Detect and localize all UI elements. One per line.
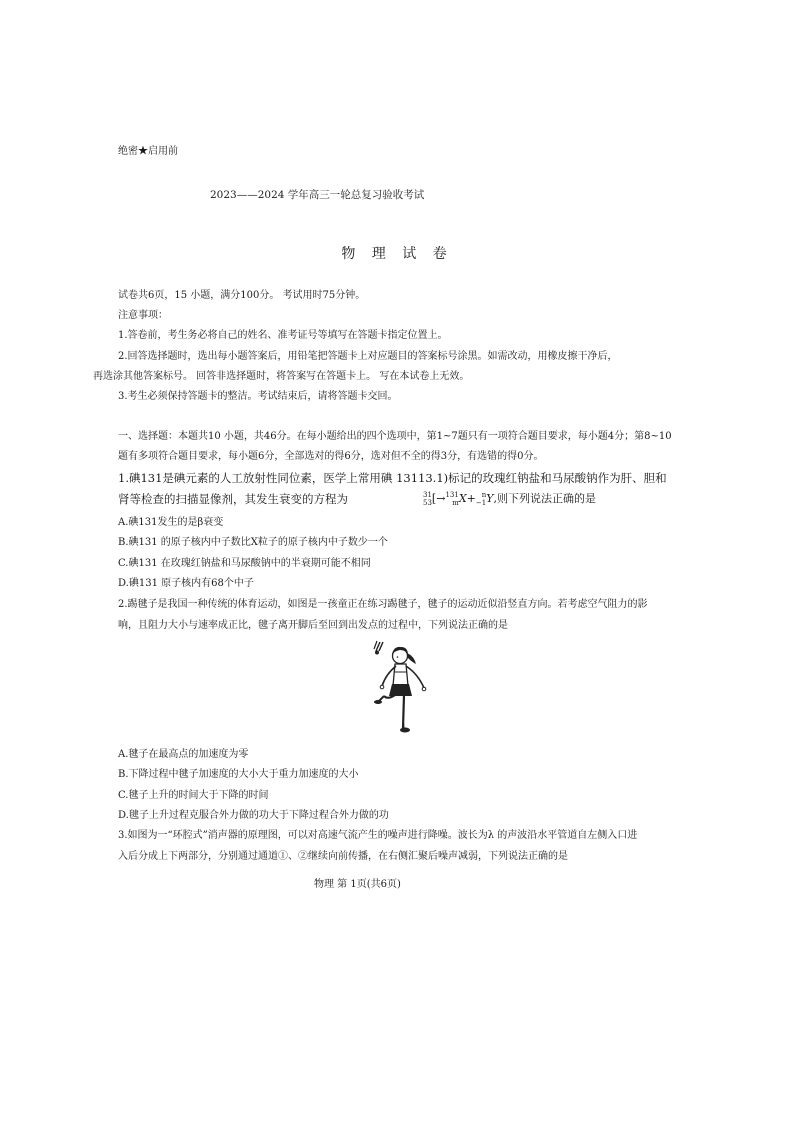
q2-stem-line-1: 2.踢毽子是我国一种传统的体育运动，如图是一孩童正在练习踢毽子，毽子的运动近似沿竖直方向。若考虑空气阻力的影 [118,599,648,610]
notice-item-2-line-2: 再选涂其他答案标号。 回答非选择题时，将答案写在答题卡上。 写在本试卷上无效。 [93,371,470,382]
formula-pre-bottom: 53 [423,499,432,507]
notice-item-3: 3.考生必须保持答题卡的整洁。考试结束后，请将答题卡交回。 [118,391,398,402]
shuttlecock-icon [374,641,383,655]
notice-heading: 注意事项： [118,310,168,321]
q3-stem-line-1: 3.如图为一“环腔式”消声器的原理图，可以对高速气流产生的噪声进行降噪。波长为λ 的声波沿水平管道自左侧入口进 [118,830,638,841]
formula-arrow: [→ [431,492,446,505]
q1-decay-equation [423,491,596,507]
notice-item-2-line-1: 2.回答选择题时，选出每小题答案后，用铅笔把答题卡上对应题目的答案标号涂黑。如需改动，用橡皮擦干净后， [118,351,618,362]
q2-option-c: C.毽子上升的时间大于下降的时间 [118,790,269,801]
q2-option-b: B.下降过程中毽子加速度的大小大于重力加速度的大小 [118,769,359,780]
formula-x-bottom: m [452,499,459,507]
formula-x-symbol: X [458,492,467,505]
formula-pre-top: 31 [423,491,432,499]
formula-x-top: 131 [445,491,459,499]
subject-title: 物 理 试 卷 [341,246,453,262]
shuttlecock-kicking-child-illustration [362,638,434,738]
q3-stem-line-2: 入后分成上下两部分，分别通过通道①、②继续向前传播，在右侧汇聚后噪声减弱，下列说法正确的是 [118,851,568,862]
q1-stem-line-2: 肾等检查的扫描显像剂，其发生衰变的方程为 [118,492,348,506]
q1-option-b: B.碘131 的原子核内中子数比X粒子的原子核内中子数少一个 [118,537,388,548]
formula-plus: + [466,492,476,505]
exam-summary: 试卷共6页，15 小题，满分100分。 考试用时75分钟。 [118,290,366,301]
formula-y-top: n [481,491,487,499]
q1-stem-line-1: 1.碘131是碘元素的人工放射性同位素，医学上常用碘 13113.1)标记的玫瑰红钠盐和马尿酸钠作为肝、胆和 [118,471,667,485]
q1-option-c: C.碘131 在玫瑰红钠盐和马尿酸钠中的半衰期可能不相同 [118,558,371,569]
formula-tail: ,则下列说法正确的是 [493,492,596,505]
exam-name: 2023——2024 学年高三一轮总复习验收考试 [210,189,425,201]
q2-option-a: A.毽子在最高点的加速度为零 [118,749,249,760]
formula-y-bottom: −1 [475,499,487,507]
formula-y-symbol: Y [486,492,494,505]
q1-option-a: A.碘131发生的是β衰变 [118,517,224,528]
confidential-label: 绝密★启用前 [118,146,178,157]
page-footer: 物理 第 1页(共6页) [314,879,401,890]
section1-intro-line-2: 题有多项符合题目要求，每小题6分，全部选对的得6分，选对但不全的得3分，有选错的得0分。 [118,451,544,462]
q2-stem-line-2: 响，且阻力大小与速率成正比，毽子离开脚后至回到出发点的过程中，下列说法正确的是 [118,620,508,631]
q2-option-d: D.毽子上升过程克服合外力做的功大于下降过程合外力做的功 [118,810,389,821]
section1-intro-line-1: 一、选择题：本题共10 小题，共46分。在每小题给出的四个选项中，第1~7题只有一项符合题目要求，每小题4分；第8~10 [118,431,672,442]
notice-item-1: 1.答卷前，考生务必将自己的姓名、准考证号等填写在答题卡指定位置上。 [118,330,448,341]
q1-option-d: D.碘131 原子核内有68个中子 [118,578,254,589]
